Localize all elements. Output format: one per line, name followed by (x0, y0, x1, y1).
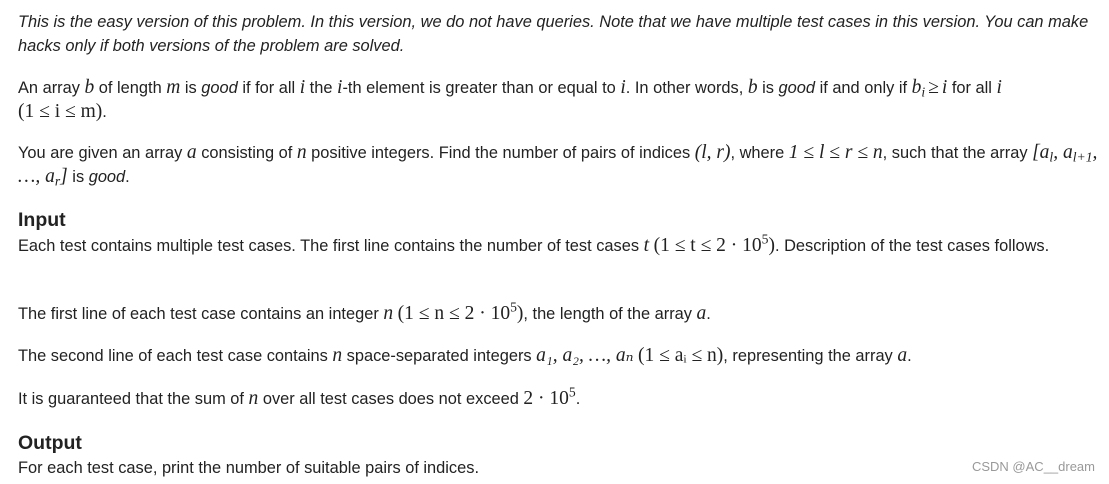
input-line-array: The second line of each test case contains n space-separated integers a₁, a₂, …, aₙ (1 ≤ aᵢ ≤ n), representing the array a. (18, 345, 912, 366)
output-heading: Output (18, 432, 82, 454)
index-pair: (l, r) (694, 142, 731, 163)
array-sequence: a₁, a₂, …, aₙ (536, 345, 634, 366)
watermark: CSDN @AC__dream (971, 459, 1095, 474)
sum-constraint: It is guaranteed that the sum of n over all test cases does not exceed $2 \cdot 10^5$. (18, 384, 581, 409)
n-range: $(1 \le n \le 2 \cdot 10^5)$ (397, 299, 524, 324)
subarray: [$a_l$, $a_{l+1}$, …, $a_r$] (18, 142, 1098, 189)
sum-bound: $2 \cdot 10^5$ (523, 384, 576, 409)
task-paragraph: You are given an array a consisting of n positive integers. Find the number of pairs of indices (l, r), where 1 ≤ l ≤ r ≤ n, such that the array [$a_l$, $a_{l+1}$, …, $a_r$] is good. (18, 142, 1098, 189)
input-test-cases: Each test contains multiple test cases. The first line contains the number of test cases t $(1 \le t \le 2 \cdot 10^5)$. Description of the test cases follows. (18, 231, 1050, 256)
version-note: This is the easy version of this problem. In this version, we do not have queries. Note that we have multiple test cases in this version. You can make hacks only if both versions of the problem are solved. (18, 13, 1089, 55)
b-sub-i: $b_i$ (911, 77, 926, 100)
pair-condition: 1 ≤ l ≤ r ≤ n (788, 142, 883, 163)
input-heading: Input (18, 209, 66, 231)
index-range: (1 ≤ i ≤ m) (18, 101, 103, 122)
ai-range: (1 ≤ aᵢ ≤ n) (638, 345, 724, 366)
t-range: $(1 \le t \le 2 \cdot 10^5)$ (653, 231, 775, 256)
input-line-n: The first line of each test case contains an integer n $(1 \le n \le 2 \cdot 10^5)$, the length of the array a. (18, 299, 711, 324)
output-description: For each test case, print the number of suitable pairs of indices. (18, 459, 479, 477)
definition-paragraph: An array b of length m is good if for all i the i-th element is greater than or equal to i. In other words, b is good if and only if $b_i \ge i$ for all i (1 ≤ i ≤ m). (18, 77, 1002, 122)
